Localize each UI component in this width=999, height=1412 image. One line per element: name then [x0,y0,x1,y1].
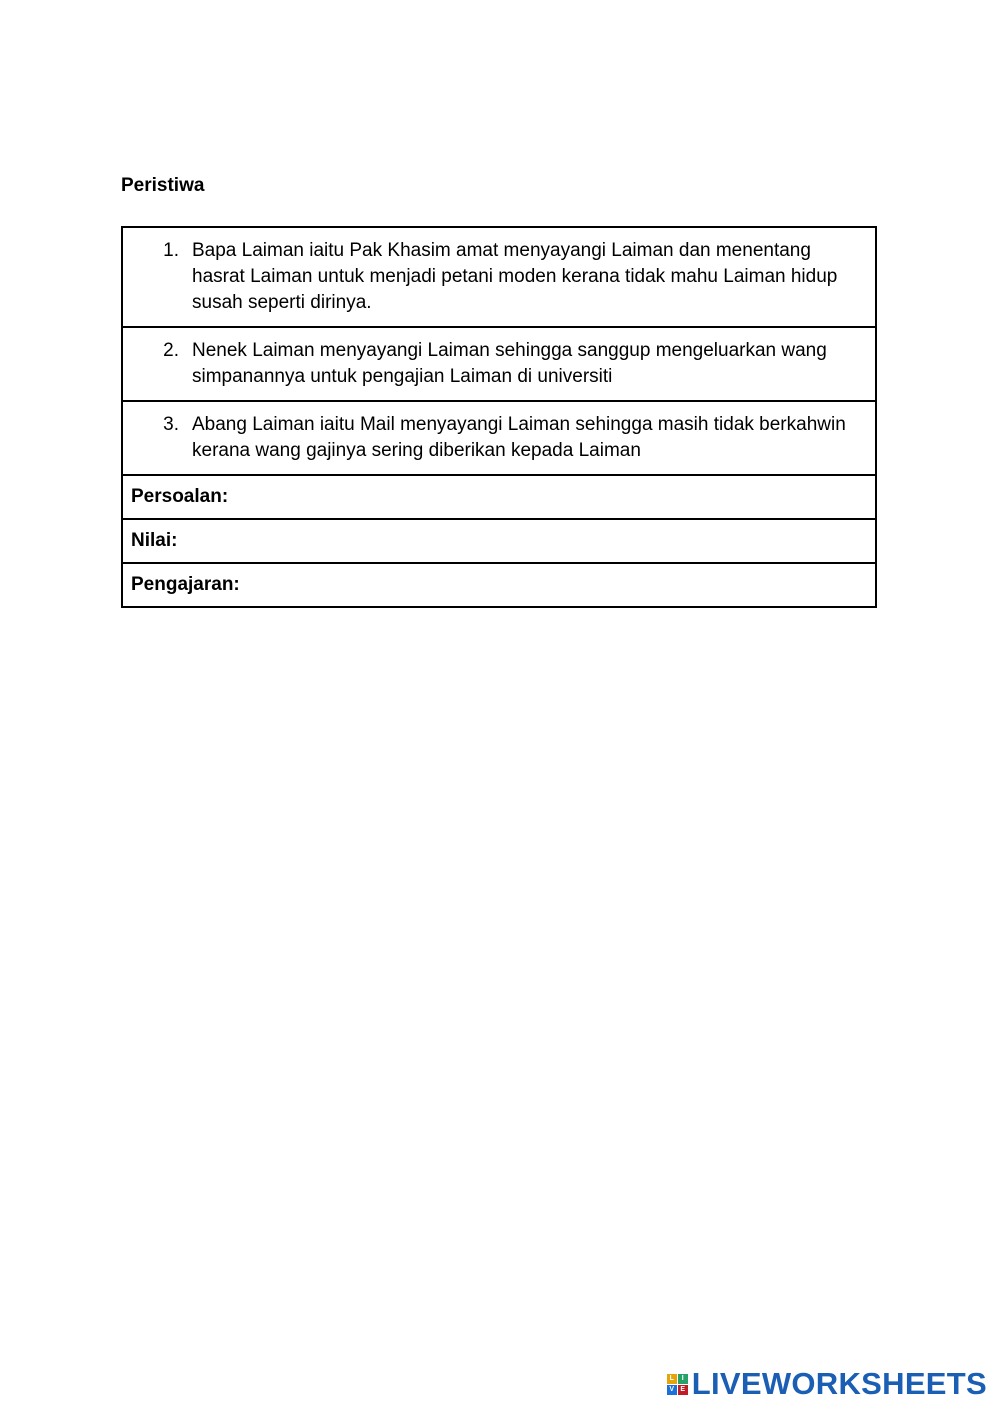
event-text: Bapa Laiman iaitu Pak Khasim amat menyayangi Laiman dan menentang hasrat Laiman untuk menjadi petani moden kerana tidak mahu Laiman hidup susah seperti dirinya. [192,240,838,313]
event-row [122,227,876,327]
event-number: 1. [163,240,179,261]
persoalan-row [122,475,876,519]
event-cell [122,327,876,401]
brand-name: LIVEWORKSHEETS [691,1366,987,1401]
persoalan-field[interactable] [122,475,876,519]
logo-letter: L [667,1374,677,1384]
section-heading: Peristiwa [121,175,205,196]
event-row [122,327,876,401]
event-cell [122,401,876,475]
logo-letter: I [678,1374,688,1384]
event-number: 3. [163,414,179,435]
nilai-field[interactable] [122,519,876,563]
logo-letter: E [678,1385,688,1395]
pengajaran-label: Pengajaran: [131,574,240,595]
liveworksheets-brand [667,1366,987,1402]
worksheet-table [121,226,877,608]
event-row [122,401,876,475]
persoalan-label: Persoalan: [131,486,229,507]
event-text: Nenek Laiman menyayangi Laiman sehingga sanggup mengeluarkan wang simpanannya untuk pengajian Laiman di universiti [192,340,827,387]
pengajaran-row [122,563,876,607]
event-text: Abang Laiman iaitu Mail menyayangi Laiman sehingga masih tidak berkahwin kerana wang gajinya sering diberikan kepada Laiman [192,414,846,461]
nilai-row [122,519,876,563]
event-cell [122,227,876,327]
event-number: 2. [163,340,179,361]
liveworksheets-logo-icon [667,1374,688,1395]
logo-letter: V [667,1385,677,1395]
nilai-label: Nilai: [131,530,178,551]
pengajaran-field[interactable] [122,563,876,607]
